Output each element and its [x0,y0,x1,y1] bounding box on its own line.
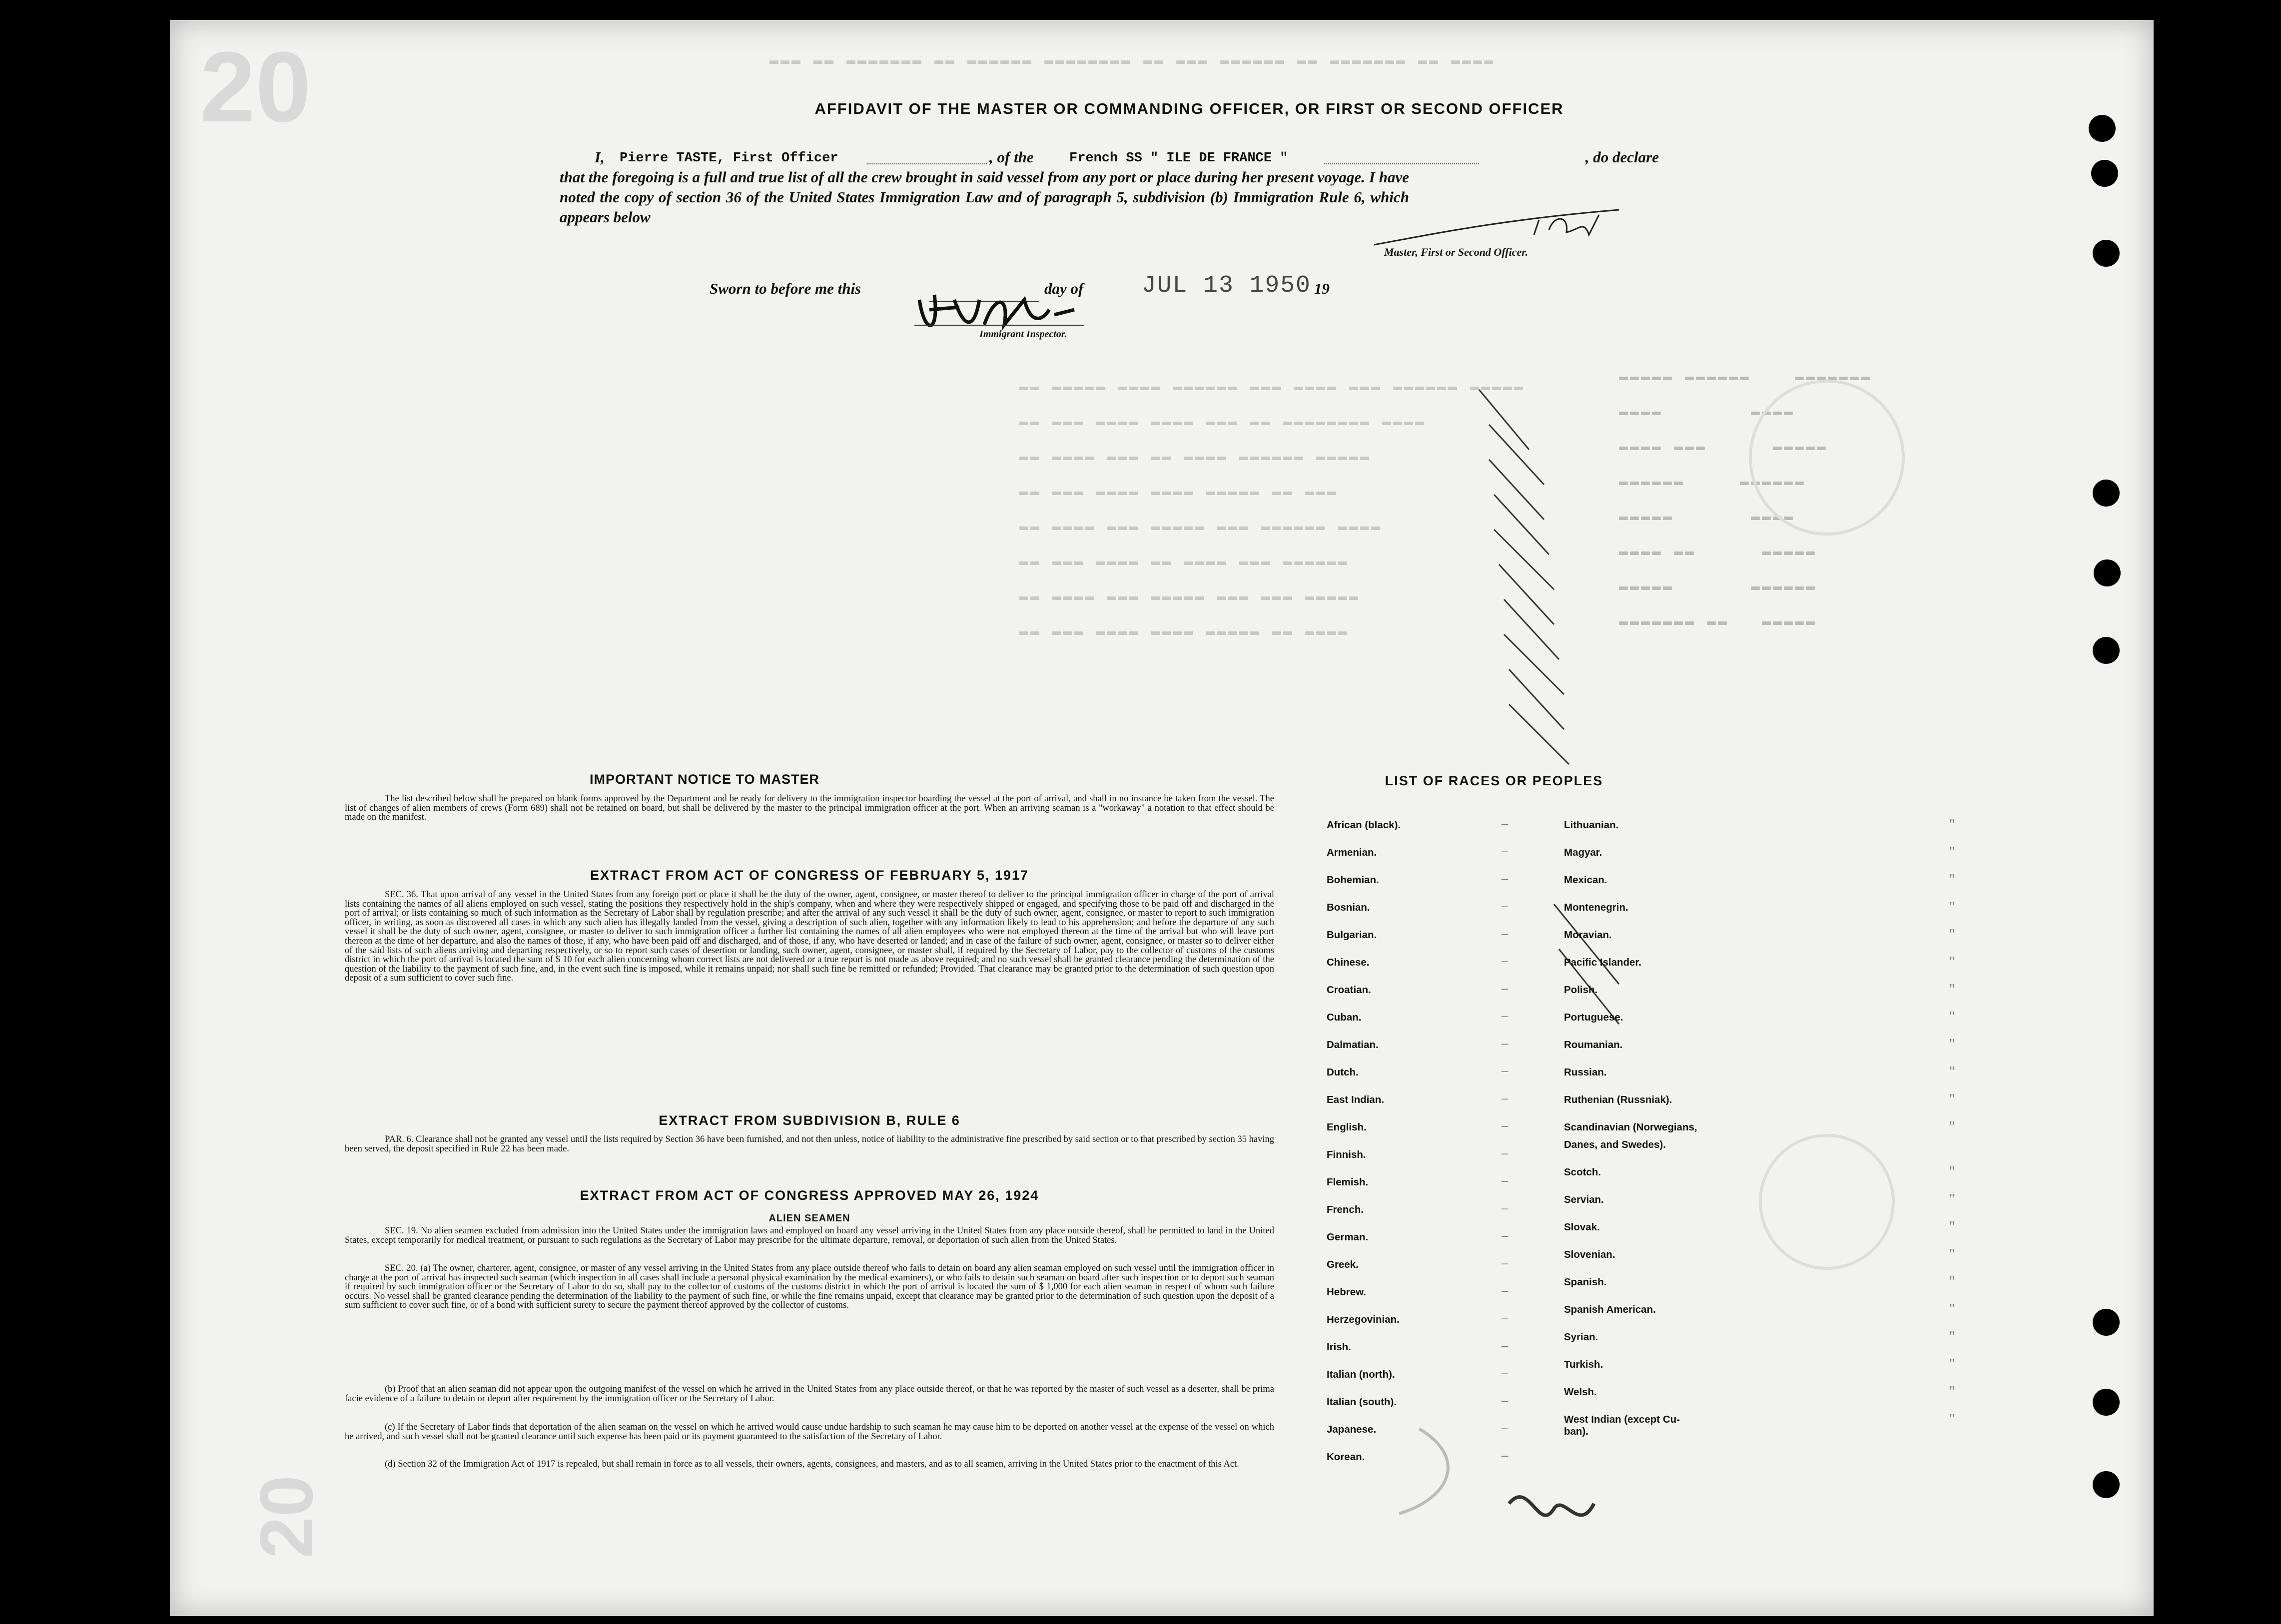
tally-dash: — [1502,1203,1509,1215]
act-1917-text: SEC. 36. That upon arrival of any vessel in the United States from any foreign port or place it shall be the duty of the owner, agent, consignee, or master thereof to deliver to the principal immigration officer in charge of the port of arrival lists containing the names of all aliens employed on such vessel, stating the positions they respectively hold in the ship's company, when and where they were respectively shipped or engaged, and specifying those to be paid off and discharged in the port of arrival; or lists containing so much of such information as the Secretary of Labor shall by regulation prescribe; and after the arrival of any such vessel it shall be the duty of such owner, agent, consignee, or master to report to such immigration officer, in writing, as soon as discovered all cases in which any such alien has illegally landed from the vessel, giving a description of such alien, together with any information likely to lead to his apprehension; and before the departure of any such vessel it shall be the duty of such owner, agent, consignee, or master to deliver to such immigration officer a further list containing the names of all alien employees who were not employed thereon at the time of the arrival but who will leave port thereon at the time of her departure, and also the names of those, if any, who have been paid off and discharged, and of those, if any, who have deserted or landed; and in case of the failure of such owner, agent, consignee, or master so to deliver either of the said lists of such aliens arriving and departing respectively, or so to report such cases of desertion or landing, such owner, agent, consignee, or master shall, if required by the Secretary of Labor, pay to the collector of customs of the customs district in which the port of arrival is located the sum of $ 10 for each alien concerning whom correct lists are not delivered or a true report is not made as above required; and no such vessel shall be granted clearance pending the determination of the question of the liability to the payment of such fine, and, in the event such fine is imposed, while it remains unpaid; nor shall such fine be remitted or refunded; Provided. That clearance may be granted prior to the determination of such question upon deposit of a sum sufficient to cover such fine. [345,890,1274,984]
date-stamp: JUL 13 1950 [1142,272,1311,299]
binding-hole [2093,637,2120,664]
race-item: Portuguese. [1564,1012,1623,1023]
binding-hole [2093,1389,2120,1416]
race-item: West Indian (except Cu- [1564,1414,1680,1425]
race-item: English. [1327,1121,1367,1133]
tally-dash: — [1502,818,1509,831]
tally-dash: — [1502,1120,1509,1133]
race-item: Korean. [1327,1451,1365,1463]
tally-dash: " [1949,1248,1956,1260]
tally-dash: " [1949,1120,1956,1133]
tally-dash: — [1502,901,1509,913]
notice-text: The list described below shall be prepared on blank forms approved by the Department and be ready for delivery to the immigration inspector boarding the vessel at the port of arrival, and shall in no instance be taken from the vessel. The list of changes of alien members of crews (Form 689) shall not be retained on board, but shall be delivered by the master to the principal immigration officer at the port. When an arriving seaman is a "workaway" a notation to that effect should be made on the manifest. [345,794,1274,823]
tally-dash: " [1949,1303,1956,1315]
tally-dash: " [1949,1385,1956,1398]
binding-hole [2093,240,2120,267]
tally-dash: — [1502,1313,1509,1325]
declare-label: , do declare [1585,148,1659,166]
bleed-crew-rows: ▬▬ ▬▬▬▬▬ ▬▬▬▬ ▬▬▬▬▬▬ ▬▬▬ ▬▬▬▬ ▬▬▬ ▬▬▬▬▬▬ ▬▬▬▬▬ ▬▬ ▬▬▬ ▬▬▬▬ ▬▬▬▬ ▬▬▬ ▬▬ ▬▬▬▬▬▬▬▬ ▬▬▬▬ ▬▬ ▬▬▬▬ ▬▬▬ ▬▬ ▬▬▬▬ ▬▬▬▬▬▬ ▬▬▬▬▬ ▬▬ ▬▬▬ ▬▬▬▬ ▬▬▬▬ ▬▬▬▬▬ ▬▬ ▬▬▬ ▬▬ ▬▬▬▬ ▬▬▬ ▬▬▬▬▬ ▬▬▬ ▬▬▬▬▬▬ ▬▬▬▬ ▬▬ ▬▬▬ ▬▬▬▬ ▬▬ ▬▬▬▬ ▬▬▬ ▬▬▬▬▬▬ ▬▬ ▬▬▬▬ ▬▬▬ ▬▬▬▬▬ ▬▬▬ ▬▬▬ ▬▬▬▬▬ ▬▬ ▬▬▬ ▬▬▬▬ ▬▬▬▬ ▬▬▬▬▬ ▬▬ ▬▬▬▬ [1019,379,1525,640]
tally-dash: — [1502,1093,1509,1105]
race-item: Moravian. [1564,929,1612,941]
race-item: Herzegovinian. [1327,1314,1400,1325]
bleed-stamp-circle [1749,380,1905,536]
bleed-page-number-bottom: 20 [244,1475,328,1559]
tally-dash: " [1949,983,1956,996]
race-item: Dalmatian. [1327,1039,1379,1051]
binding-hole [2093,1309,2120,1336]
tally-dash: " [1949,956,1956,968]
tally-dash: — [1502,1395,1509,1408]
race-item: Cuban. [1327,1012,1362,1023]
tally-dash: — [1502,1423,1509,1435]
tally-dash: " [1949,846,1956,858]
tally-dash: " [1949,1066,1956,1078]
race-item: Bosnian. [1327,902,1370,913]
race-item: Servian. [1564,1194,1604,1205]
tally-dash: " [1949,873,1956,886]
handwritten-scrawl [1369,1419,1619,1549]
affidavit-title: AFFIDAVIT OF THE MASTER OR COMMANDING OFFICER, OR FIRST OR SECOND OFFICER [814,100,1564,117]
binding-hole [2093,480,2120,507]
tally-dash: " [1949,818,1956,831]
race-item: Scotch. [1564,1166,1601,1178]
race-item: Ruthenian (Russniak). [1564,1094,1672,1105]
tally-dash: — [1502,1285,1509,1298]
tally-dash: — [1502,1066,1509,1078]
tally-dash: " [1949,1358,1956,1370]
tally-dash: — [1502,983,1509,996]
notice-title: IMPORTANT NOTICE TO MASTER [590,772,819,787]
race-item: Flemish. [1327,1176,1369,1188]
bleed-stamp-circle-2 [1759,1134,1895,1270]
binding-hole [2093,1471,2120,1498]
race-item: Roumanian. [1564,1039,1623,1051]
race-item: Italian (north). [1327,1369,1395,1380]
tally-dash: — [1502,1175,1509,1188]
tally-dash: " [1949,928,1956,941]
race-item: French. [1327,1204,1364,1215]
tally-dash: " [1949,1038,1956,1051]
race-item: Pacific Islander. [1564,957,1641,968]
race-item: Welsh. [1564,1386,1597,1398]
tally-dash: — [1502,1450,1509,1463]
act-1924-sec20c: (c) If the Secretary of Labor finds that deportation of the alien seaman on the vessel on which he arrived would cause undue hardship to such seaman he may cause him to be deported on another vessel at the expense of the vessel on which he arrived, and such vessel shall not be granted clearance until such expense has been paid or its payment guaranteed to the satisfaction of the Secretary of Labor. [345,1422,1274,1442]
act-1924-sec20a: SEC. 20. (a) The owner, charterer, agent, consignee, or master of any vessel arriving in the United States from any place outside thereof who fails to detain on board any alien seaman employed on such vessel until the immigration officer in charge at the port of arrival has inspected such seaman (which inspection in all cases shall include a personal physical examination by the medical examiners), or who fails to detain such seaman on board after such inspection or to deport such seaman if required by such immigration officer or the Secretary of Labor to do so, shall pay to the collector of customs of the customs district in which the port of arrival is located the sum of $ 1,000 for each alien seaman in respect of whom such failure occurs. No vessel shall be granted clearance pending the determination of the liability to the payment of such fine, or while the fine remains unpaid, except that clearance may be granted prior to the determination of such question upon the deposit of a sum sufficient to cover such fine, or of a bond with sufficient surety to secure the payment thereof approved by the collector of customs. [345,1263,1274,1311]
tally-dash: " [1949,1165,1956,1178]
race-item: African (black). [1327,819,1401,831]
name-blank-line [867,163,987,164]
act-1924-sec19: SEC. 19. No alien seamen excluded from admission into the United States under the immigration laws and employed on board any vessel arriving in the United States from any place outside thereof, shall be permitted to land in the United States, except temporarily for medical treatment, or pursuant to such regulations as the Secretary of Labor may prescribe for the ultimate departure, removal, or deportation of such alien from the United States. [345,1226,1274,1245]
act-1924-sec20b: (b) Proof that an alien seaman did not appear upon the outgoing manifest of the vessel on which he arrived in the United States from any place outside thereof, or that he was reported by the master of such vessel as a deserter, shall be prima facie evidence of a failure to detain or deport after requirement by the immigration officer or the Secretary of Labor. [345,1384,1274,1404]
tally-dash: " [1949,1413,1956,1425]
race-item: Russian. [1564,1067,1607,1078]
race-item: Spanish American. [1564,1304,1656,1315]
race-item: Magyar. [1564,847,1602,858]
tally-dash: — [1502,1148,1509,1160]
tally-dash: — [1502,1340,1509,1353]
race-item: Lithuanian. [1564,819,1619,831]
vessel-name-typed: French SS " ILE DE FRANCE " [1069,151,1288,166]
alien-seamen-subtitle: ALIEN SEAMEN [768,1213,850,1224]
bleed-header-text: ▬▬▬ ▬▬ ▬▬▬▬▬▬▬ ▬▬ ▬▬▬▬▬▬ ▬▬▬▬▬▬▬▬ ▬▬ ▬▬▬ ▬▬▬▬▬▬ ▬▬ ▬▬▬▬▬▬▬ ▬▬ ▬▬▬▬ [769,52,1496,69]
race-item: German. [1327,1231,1369,1243]
race-item: Hebrew. [1327,1286,1366,1298]
tally-dash: " [1949,1275,1956,1288]
act-1924-sec20d: (d) Section 32 of the Immigration Act of 1917 is repealed, but shall remain in force as to all vessels, their owners, agents, consignees, and masters, and as to all seamen, arriving in the United States prior to the enactment of this Act. [385,1459,1239,1469]
tally-dash: — [1502,1230,1509,1243]
race-item: Chinese. [1327,957,1370,968]
tally-dash: " [1949,901,1956,913]
race-item: Montenegrin. [1564,902,1628,913]
race-item: Finnish. [1327,1149,1366,1160]
tally-dash: — [1502,928,1509,941]
race-item: Slovenian. [1564,1249,1615,1260]
race-item: East Indian. [1327,1094,1385,1105]
race-item: Polish. [1564,984,1598,996]
rule6-text: PAR. 6. Clearance shall not be granted any vessel until the lists required by Section 36 have been furnished, and not then unless, notice of liability to the administrative fine prescribed by said section or to that prescribed by section 35 having been served, the deposit specified in Rule 22 has been made. [345,1134,1274,1154]
race-item: Scandinavian (Norwegians, [1564,1121,1697,1133]
race-item: Croatian. [1327,984,1371,996]
race-item: Syrian. [1564,1331,1598,1343]
sworn-label: Sworn to before me this [710,280,861,297]
affidavit-statement: that the foregoing is a full and true list of all the crew brought in said vessel from any port or place during her present voyage. I have noted the copy of section 36 of the United States Immigration Law and of paragraph 5, subdivision (b) Immigration Rule 6, which appears below [560,168,1409,226]
rule6-title: EXTRACT FROM SUBDIVISION B, RULE 6 [659,1113,960,1128]
act-1917-title: EXTRACT FROM ACT OF CONGRESS OF FEBRUARY 5, 1917 [590,868,1029,883]
officer-signature-label: Master, First or Second Officer. [1384,246,1528,258]
race-item: ban). [1564,1426,1588,1437]
tally-dash: — [1502,1258,1509,1270]
tally-dash: " [1949,1193,1956,1205]
day-of-label: day of [1044,280,1084,297]
tally-dash: " [1949,1011,1956,1023]
race-item: Slovak. [1564,1221,1600,1233]
bleed-page-number-top: 20 [200,31,311,143]
binding-hole [2089,115,2116,142]
race-item: Italian (south). [1327,1396,1397,1408]
race-item: Armenian. [1327,847,1377,858]
race-item: Turkish. [1564,1359,1603,1370]
race-item: Mexican. [1564,874,1607,886]
bleed-names-right: ▬▬▬▬▬ ▬▬▬▬▬▬ ▬▬▬▬▬▬▬ ▬▬▬▬ ▬▬▬▬ ▬▬▬▬ ▬▬▬ ▬▬▬▬▬ ▬▬▬▬▬▬ ▬▬▬▬▬▬ ▬▬▬▬▬ ▬▬▬▬ ▬▬▬▬ ▬▬ ▬▬▬▬▬ ▬▬▬▬▬ ▬▬▬▬▬▬ ▬▬▬▬▬▬▬ ▬▬ ▬▬▬▬▬ [1619,369,1872,630]
inspector-label: Immigrant Inspector. [979,329,1067,340]
binding-hole [2091,160,2118,187]
affidavit-first-line [560,147,1659,167]
tally-dash: — [1502,1011,1509,1023]
race-item: Bohemian. [1327,874,1379,886]
binding-hole [2094,559,2121,586]
tally-dash: " [1949,1330,1956,1343]
race-item: Dutch. [1327,1067,1359,1078]
inspector-line [914,325,1084,326]
tally-dash: — [1502,956,1509,968]
act-1924-title: EXTRACT FROM ACT OF CONGRESS APPROVED MAY 26, 1924 [580,1188,1039,1203]
tally-dash: — [1502,1038,1509,1051]
race-item: Greek. [1327,1259,1359,1270]
tally-dash: — [1502,846,1509,858]
of-the-label: , of the [989,148,1034,166]
race-item: Spanish. [1564,1276,1607,1288]
tally-dash: " [1949,1220,1956,1233]
race-item: Irish. [1327,1341,1351,1353]
manifest-page [170,20,2154,1616]
race-item: Danes, and Swedes). [1564,1139,1666,1150]
tally-dash: — [1502,1368,1509,1380]
race-item: Bulgarian. [1327,929,1377,941]
officer-name-typed: Pierre TASTE, First Officer [620,151,838,166]
tally-dash: " [1949,1093,1956,1105]
tally-dash: — [1502,873,1509,886]
race-item: Japanese. [1327,1424,1377,1435]
i-label: I, [595,148,605,166]
vessel-blank-line [1324,163,1479,164]
races-title: LIST OF RACES OR PEOPLES [1385,773,1603,788]
year-label: 19 [1314,280,1330,297]
